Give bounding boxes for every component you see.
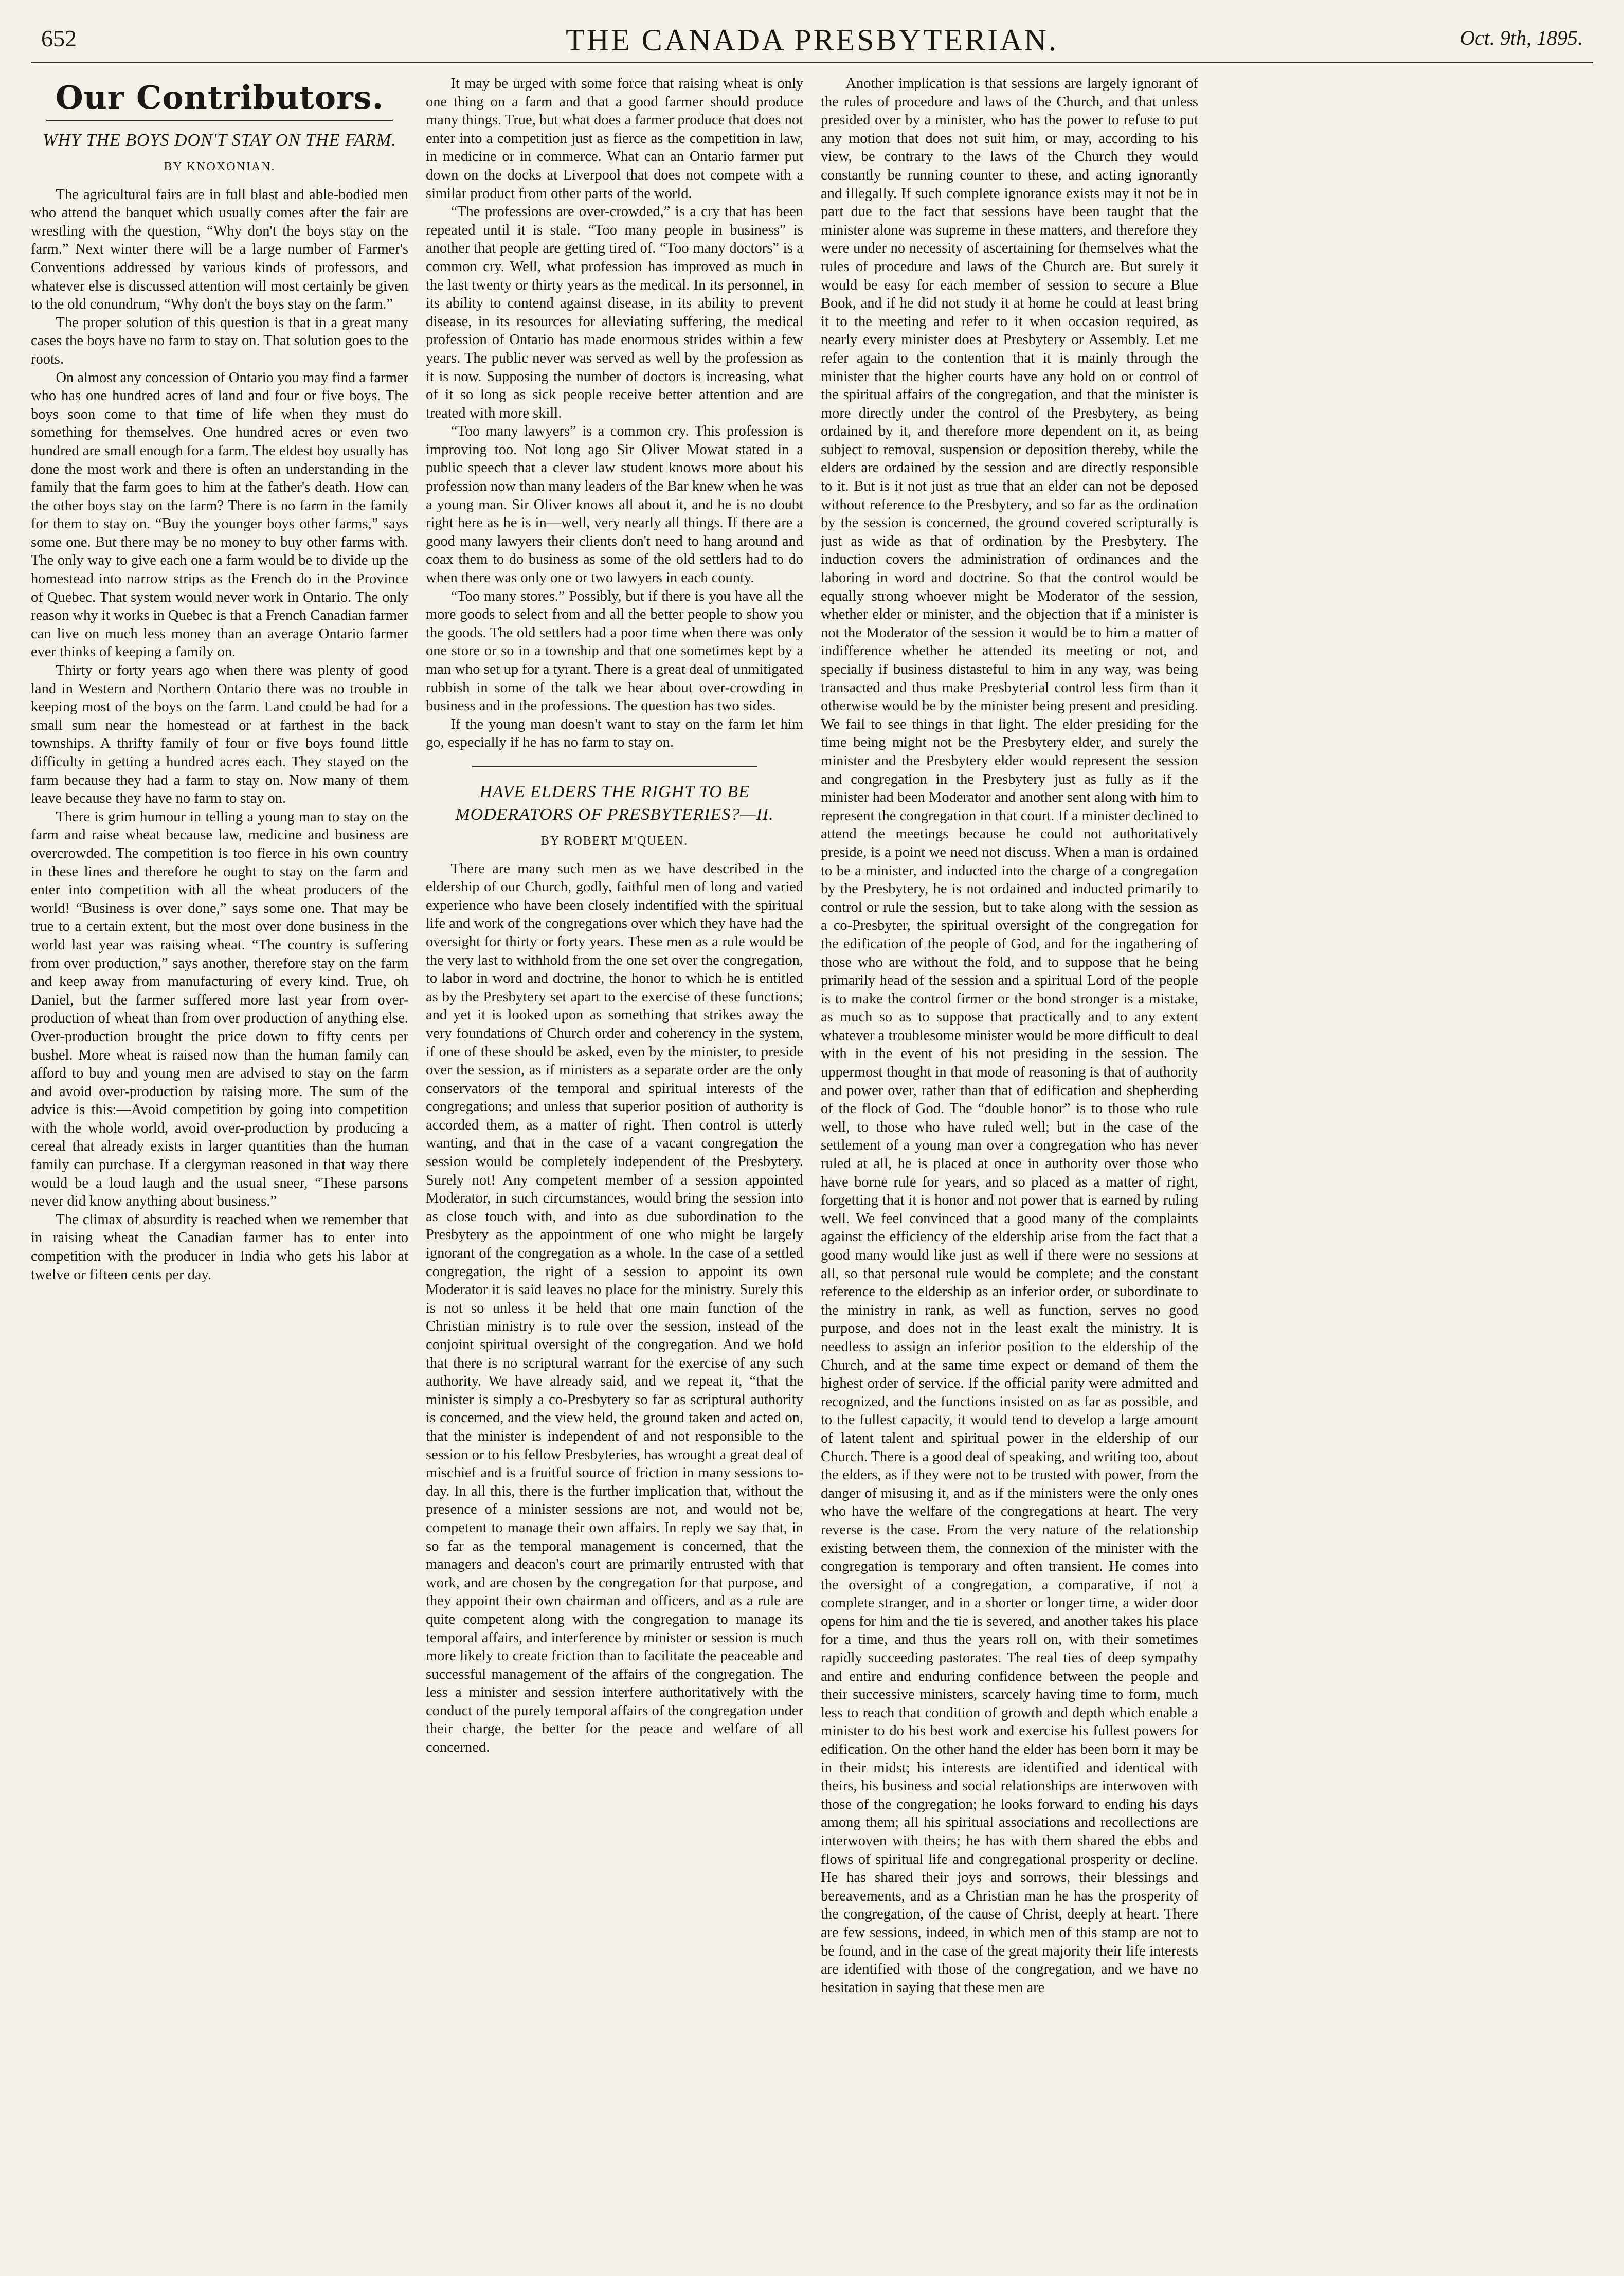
column-4: [1216, 75, 1593, 2266]
article-2-paragraph: Another implication is that sessions are largely ignorant of the rules of procedure and laws of the Church, and that unless presided over by a minister, who has the power to refuse to put any motion that does not suit him, or may, according to his view, be contrary to the laws of the Church they would constantly be running counter to these, and acting ignorantly and illegally. If such complete ignorance exists may it not be in part due to the fact that sessions have been taught that the minister alone was supreme in these matters, and therefore they were under no necessity of ascertaining for themselves what the rules of procedure and laws of the Church are. But surely it would be easy for each member of session to secure a Blue Book, and if he did not study it at home he could at least bring it to the meeting and refer to it when occasion required, as nearly every minister does at Presbytery or Assembly. Let me refer again to the contention that it is mainly through the minister that the higher courts have any hold on or control of the spiritual affairs of the congregation, and that the minister is more directly under the control of the Presbytery, as being ordained by it, and therefore more dependent on it, as being subject to removal, suspension or deposition thereby, while the elders are ordained by the session and are directly responsible to it. But is it not just as true that an elder can not be deposed without reference to the Presbytery, and so far as the ordination by the session is concerned, the ground covered scripturally is just as wide as that of ordination by the Presbytery. The induction covers the administration of ordinances and the laboring in word and doctrine. So that the control would be equally strong whoever might be Moderator of the session, whether elder or minister, and the objection that if a minister is not the Moderator of the session it would be to him a matter of indifference whether he attended its meeting or not, and specially if business distasteful to him in any way, was being transacted and thus make Presbyterial control less firm than it otherwise would be by the minister being present and presiding. We fail to see things in that light. The elder presiding for the time being might not be the Presbytery elder, and surely the minister and the Presbytery elder would represent the session and congregation in the Presbytery just as fully as if the minister had been Moderator and another sent along with him to represent the congregation in that court. If a minister declined to attend the meetings because he could not authoritatively preside, is a point we need not discuss. When a man is ordained to be a minister, and inducted into the charge of a congregation by the Presbytery, he is not ordained and inducted primarily to control or rule the session, but to take along with the session as a co-Presbyter, the spiritual oversight of the congregation for the edification of the people of God, and for the ingathering of those who are without the fold, and to suppose that he being primarily head of the session and a spiritual Lord of the people is to make the control firmer or the bond stronger is a mistake, as much so as to suppose that practically and to any extent whatever a troublesome minister would be more difficult to deal with in the event of his not presiding in the session. The uppermost thought in that mode of reasoning is that of authority and power over, rather than that of edification and shepherding of the flock of God. The “double honor” is to those who rule well, to those who have ruled well; but in the case of the settlement of a young man over a congregation who has never ruled at all, he is placed at once in authority over those who have borne rule for years, and so placed as a matter of right, forgetting that it is honor and not power that is earned by ruling well. We feel convinced that a good many of the complaints against the efficiency of the eldership arise from the fact that a good many would like just as well if there were no sessions at all, so that personal rule would be complete; and the constant reference to the eldership as an inferior order, or subordinate to the ministry in rank, as well as function, serves no good purpose, and does not in the least exalt the ministry. It is needless to assign an inferior position to the eldership of the Church, and at the same time expect or demand of them the highest order of service. If the official parity were admitted and recognized, and the functions insisted on as far as possible, and to the fullest capacity, it would tend to develop a large amount of latent talent and spiritual power in the eldership of our Church. There is a good deal of speaking, and writing too, about the elders, as if they were not to be trusted with power, from the danger of misusing it, and as if the ministers were the only ones who have the welfare of the congregations at heart. The very reverse is the case. From the very nature of the relationship existing between them, the connexion of the minister with the congregation is temporary and often transient. He comes into the oversight of a congregation, a comparative, if not a complete stranger, and in a shorter or longer time, a wider door opens for him and the tie is severed, and another takes his place for a time, and thus the years roll on, with their sometimes rapidly succeeding pastorates. The real ties of deep sympathy and entire and enduring confidence between the people and their successive ministers, scarcely having time to form, much less to reach that condition of growth and depth which enable a minister to do his best work and exercise his fullest powers for edification. On the other hand the elder has been born it may be in their midst; his interests are identified and identical with theirs, his business and social relationships are interwoven with those of the congregation; he looks forward to ending his days among them; all his spiritual associations and recollections are interwoven with theirs; he has with them shared the ebbs and flows of spiritual life and congregational prosperity or decline. He has shared their joys and sorrows, their blessings and bereavements, and as a Christian man he has the prosperity of the congregation, of the cause of Christ, deeply at heart. There are few sessions, indeed, in which men of this stamp are not to be found, and in the case of the great majority their life interests are identified with those of the congregation, and we have no hesitation in saying that these men are: [821, 76, 1198, 1996]
article-1-paragraph: Thirty or forty years ago when there was plenty of good land in Western and Northern Ontario there was no trouble in keeping most of the boys on the farm. Land could be had for a small sum near the homestead or at farthest in the back townships. A thrifty family of four or five boys found little difficulty in getting a hundred acres each. They stayed on the farm because they had a farm to stay on. Now many of them leave because they have no farm to stay on.: [31, 662, 408, 807]
paper-title: THE CANADA PRESBYTERIAN.: [566, 23, 1058, 57]
issue-date: Oct. 9th, 1895.: [1460, 26, 1583, 49]
article-1-paragraph: “Too many lawyers” is a common cry. This profession is improving too. Not long ago Sir Oliver Mowat stated in a public speech that a clever law student knows more about his profession now than many leaders of the Bar knew when he was a young man. Sir Oliver knows all about it, and he is no doubt right here as he is in—well, very nearly all things. If there are a good many lawyers their clients don't need to hang around and coax them to do business as some of the old settlers had to do when there was only one or two lawyers in each county.: [426, 423, 803, 586]
column-2: [426, 75, 803, 2266]
article-1-paragraph: There is grim humour in telling a young man to stay on the farm and raise wheat because law, medicine and business are overcrowded. The competition is too fierce in his own country in these lines and therefore he ought to stay on the farm and enter into competition with all the wheat producers of the world! “Business is over done,” says some one. That may be true to a certain extent, but the most over done business in the world last year was raising wheat. “The country is suffering from over production,” says another, therefore stay on the farm and keep away from manufacturing of every kind. True, oh Daniel, but the farmer suffered more last year from over-production of wheat than from over production of anything else. Over-production brought the price down to fifty cents per bushel. More wheat is raised now than the human family can afford to buy and young men are advised to stay on the farm and avoid over-production by raising more. The sum of the advice is this:—Avoid competition by going into competition with the whole world, avoid over-production by producing a cereal that already exists in larger quantities than the human family can purchase. If a clergyman reasoned in that way there would be a loud laugh and the usual sneer, “These parsons never did know anything about business.”: [31, 809, 408, 1210]
section-title: Our Contributors.: [55, 79, 384, 116]
article-1-paragraph: The climax of absurdity is reached when we remember that in raising wheat the Canadian farmer has to enter into competition with the producer in India who gets his labor at twelve or fifteen cents per day.: [31, 1211, 408, 1283]
column-1: [31, 75, 408, 2266]
article-1-paragraph: “The professions are over-crowded,” is a cry that has been repeated until it is stale. “Too many people in business” is another that people are getting tired of. “Too many doctors” is a common cry. Well, what profession has improved as much in the last twenty or thirty years as the medical. In its personnel, in its ability to contend against disease, in its ability to prevent disease, in its resources for alleviating suffering, the medical profession of Ontario has made enormous strides within a few years. The public never was served as well by the profession as it is now. Supposing the number of doctors is increasing, what of it so long as sick people receive better attention and are treated with more skill.: [426, 204, 803, 421]
article-1-paragraph: The agricultural fairs are in full blast and able-bodied men who attend the banquet which usually comes after the fair are wrestling with the question, “Why don't the boys stay on the farm.” Next winter there will be a large number of Farmer's Conventions addressed by various kinds of professors, and whatever else is discussed attention will most certainly be given to the old conundrum, “Why don't the boys stay on the farm.”: [31, 186, 408, 313]
article-1-paragraph: It may be urged with some force that raising wheat is only one thing on a farm and that a good farmer should produce many things. True, but what does a farmer produce that does not enter into a competition just as fierce as the competition in law, in medicine or in commerce. What can an Ontario farmer put down on the docks at Liverpool that does not compete with a similar product from other parts of the world.: [426, 76, 803, 202]
article-2-title: HAVE ELDERS THE RIGHT TO BE MODERATORS OF PRESBYTERIES?—II.: [455, 782, 774, 824]
section-rule: [46, 120, 393, 121]
article-1-paragraph: On almost any concession of Ontario you may find a farmer who has one hundred acres of land and four or five boys. The boys soon come to that time of life when they must do something for themselves. One hundred acres or even two hundred are small enough for a farm. The eldest boy usually has done the most work and there is often an understanding in the family that the farm goes to him at the father's death. How can the other boys stay on the farm? There is no farm in the family for them to stay on. “Buy the younger boys other farms,” says some one. But there may be no money to buy other farms with. The only way to give each one a farm would be to divide up the homestead into narrow strips as the French do in the Province of Quebec. That system would never work in Ontario. The only reason why it works in Quebec is that a French Canadian farmer can live on much less money than an average Ontario farmer ever thinks of keeping a family on.: [31, 369, 408, 660]
article-1-paragraph: If the young man doesn't want to stay on the farm let him go, especially if he has no farm to stay on.: [426, 716, 803, 751]
article-1-byline: BY KNOXONIAN.: [164, 160, 276, 173]
masthead: [31, 21, 1593, 63]
article-divider: [472, 766, 757, 767]
article-1-paragraph: “Too many stores.” Possibly, but if there is you have all the more goods to select from and all the better people to show you the goods. The old settlers had a poor time when there was only one store or so in a township and that one sometimes kept by a man who set up for a tyrant. There is a great deal of unmitigated rubbish in some of the talk we hear about over-crowding in business and in the professions. The question has two sides.: [426, 588, 803, 714]
article-2-byline: BY ROBERT M'QUEEN.: [540, 834, 689, 848]
column-3: [821, 75, 1198, 2266]
article-1-title: WHY THE BOYS DON'T STAY ON THE FARM.: [43, 131, 396, 150]
text-columns: [31, 75, 1593, 2266]
article-2-paragraph: There are many such men as we have described in the eldership of our Church, godly, faithful men of long and varied experience who have been closely indentified with the spiritual life and work of the congregations over which they have had the oversight for thirty or forty years. These men as a rule would be the very last to withhold from the one set over the congregation, to labor in word and doctrine, the honor to which he is entitled as by the Presbytery set apart to the exercise of these functions; and yet it is looked upon as something that strikes away the very foundations of Church order and coherency in the system, if one of these should be asked, even by the minister, to preside over the session, as if ministers as a separate order are the only conservators of the temporal and spiritual interests of the congregations; and unless that superior position of authority is accorded them, as a matter of right. Then control is utterly wanting, and that in the case of a vacant congregation the session would be completely independent of the Presbytery. Surely not! Any competent member of a session appointed Moderator, in such circumstances, would bring the session into as close touch with, and into as due subordination to the Presbytery as the appointment of one who might be largely ignorant of the congregation as a whole. In the case of a settled congregation, the right of a session to appoint its own Moderator it is said leaves no place for the ministry. Surely this is not so unless it be held that one main function of the Christian ministry is to rule over the session, instead of the conjoint spiritual oversight of the congregation. And we hold that there is no scriptural warrant for the exercise of any such authority. We have already said, and we repeat it, “that the minister is simply a co-Presbytery so far as scriptural authority is concerned, and the view held, the ground taken and acted on, that the minister is independent of and not responsible to the session or to his fellow Presbyteries, has wrought a great deal of mischief and is a fruitful source of friction in many sessions to-day. In all this, there is the further implication that, without the presence of a minister sessions are not, and would not be, competent to manage their own affairs. In reply we say that, in so far as the temporal management is concerned, that the managers and deacon's court are primarily entrusted with that work, and are chosen by the congregation for that purpose, and they appoint their own chairman and officers, and as a rule are quite competent along with the congregation to manage its temporal affairs, and interference by minister or session is much more likely to create friction than to facilitate the peaceable and successful management of the affairs of the congregation. The less a minister and session interfere authoritatively with the conduct of the purely temporal affairs of the congregation under their charge, the better for the peace and welfare of all concerned.: [426, 861, 803, 1756]
article-1-paragraph: The proper solution of this question is that in a great many cases the boys have no farm to stay on. That solution goes to the roots.: [31, 314, 408, 367]
page-number: 652: [41, 25, 77, 51]
